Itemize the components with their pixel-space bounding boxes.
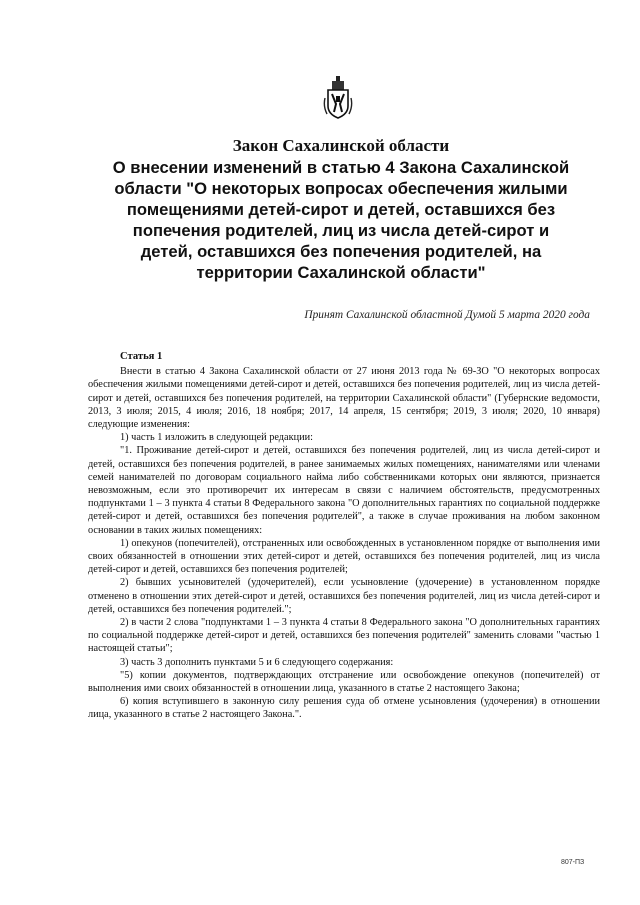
coat-of-arms-icon xyxy=(323,76,353,120)
quoted-part-1: "1. Проживание детей-сирот и детей, оставшихся без попечения родителей, лиц из числа детей-сирот и детей, оставшихся без попечения родителей, в ранее занимаемых жилых помещениях, нанимателями или членами семей нанимателей по договорам социального найма либо собственниками которых они являются, признается невозможным, если это противоречит их интересам в связи с наличием обстоятельств, предусмотренных подпунктами 1 – 3 пункта 4 статьи 8 Федерального закона "О дополнительных гарантиях по социальной поддержке детей-сирот и детей, оставшихся без попечения родителей", а также в случае проживания на любом законном основании в таких жилых помещениях: xyxy=(88,445,600,536)
article-intro: Внести в статью 4 Закона Сахалинской области от 27 июня 2013 года № 69-ЗО "О некоторых вопросах обеспечения жилыми помещениями детей-сирот и детей, оставшихся без попечения родителей, лиц из числа детей-сирот и детей, оставшихся без попечения родителей, на территории Сахалинской области" (Губернские ведомости, 2013, 3 июля; 2015, 4 июля; 2016, 18 ноября; 2017, 14 апреля, 15 сентября; 2019, 3 июля; 2020, 10 января) следующие изменения: xyxy=(88,366,600,431)
article-body xyxy=(88,350,600,722)
subitem-5: "5) копии документов, подтверждающих отстранение или освобождение опекунов (попечителей) от выполнения ими своих обязанностей в отношении лица, указанного в статье 2 настоящего Закона; xyxy=(88,669,600,695)
amendment-item-2: 2) в части 2 слова "подпунктами 1 – 3 пункта 4 статьи 8 Федерального закона "О дополнительных гарантиях по социальной поддержке детей-сирот и детей, оставшихся без попечения родителей" заменить словами "частью 1 настоящей статьи"; xyxy=(88,617,600,655)
adoption-note: Принят Сахалинской областной Думой 5 марта 2020 года xyxy=(304,309,590,321)
amendment-item-1: 1) часть 1 изложить в следующей редакции: xyxy=(120,432,313,444)
document-code: 807-ПЗ xyxy=(561,859,585,866)
article-heading: Статья 1 xyxy=(120,351,163,362)
amendment-item-3: 3) часть 3 дополнить пунктами 5 и 6 следующего содержания: xyxy=(120,656,394,668)
title-line-1: Закон Сахалинской области xyxy=(232,136,450,155)
subitem-6: 6) копия вступившего в законную силу решения суда об отмене усыновления (удочерения) в отношении лица, указанного в статье 2 настоящего Закона.". xyxy=(88,696,600,721)
title-line-2: О внесении изменений в статью 4 Закона Сахалинской области "О некоторых вопросах обеспечения жилыми помещениями детей-сирот и детей, оставшихся без попечения родителей, лиц из числа детей-сирот и детей, оставшихся без попечения родителей, на территории Сахалинской области" xyxy=(112,158,570,282)
subitem-2: 2) бывших усыновителей (удочерителей), если усыновление (удочерение) в установленном порядке отменено в отношении этих детей-сирот и детей, оставшихся без попечения родителей, лиц из числа детей-сирот и детей, оставшихся без попечения родителей."; xyxy=(88,577,600,615)
subitem-1: 1) опекунов (попечителей), отстраненных или освобожденных в установленном порядке от выполнения ими своих обязанностей в отношении этих детей-сирот и детей, оставшихся без попечения родителей, лиц из числа детей-сирот и детей, оставшихся без попечения родителей; xyxy=(88,537,600,576)
law-title xyxy=(106,135,576,283)
